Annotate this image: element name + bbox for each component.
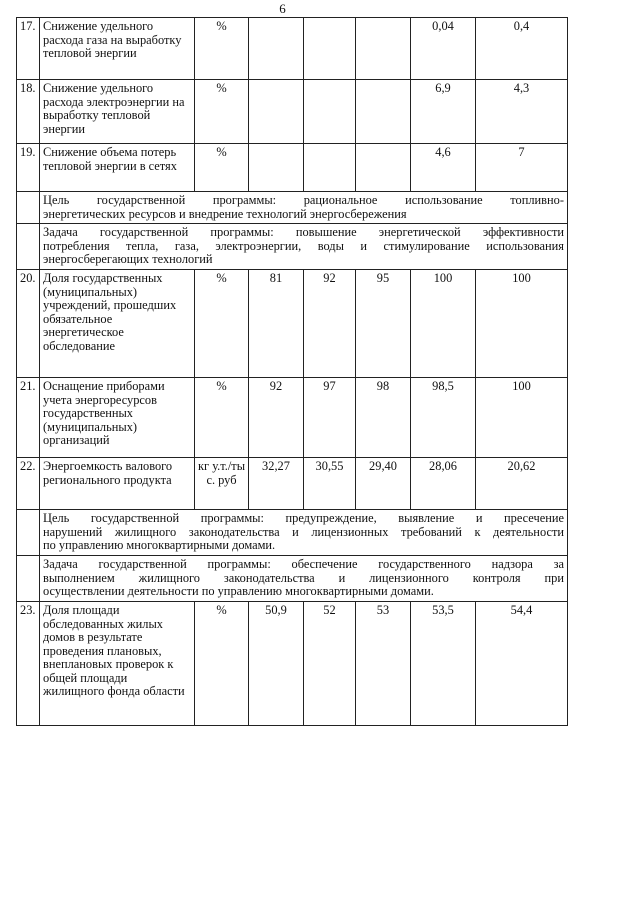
unit-cell: % — [195, 80, 249, 144]
empty-num-cell — [17, 556, 40, 602]
goal-text-line: выполнением жилищного законодательства и лицензионного контроля при — [43, 570, 564, 585]
value-cell: 92 — [249, 378, 304, 458]
row-number: 17. — [17, 18, 40, 80]
value-cell — [249, 144, 304, 192]
value-cell: 30,55 — [304, 458, 356, 510]
indicator-name: Снижение удельного расхода электроэнергии на выработку тепловой энергии — [40, 80, 195, 144]
value-cell: 54,4 — [476, 602, 568, 726]
goal-text-line: Цель государственной программы: предупреждение, выявление и пресечение — [43, 511, 564, 525]
table-row — [17, 602, 568, 726]
unit-cell: % — [195, 18, 249, 80]
goal-text-line: по управлению многоквартирными домами. — [43, 538, 276, 552]
row-number: 21. — [17, 378, 40, 458]
value-cell: 7 — [476, 144, 568, 192]
indicators-table — [16, 17, 568, 726]
goal-text-line: Задача государственной программы: повышение энергетической эффективности — [43, 225, 564, 239]
row-number: 22. — [17, 458, 40, 510]
value-cell: 53 — [356, 602, 411, 726]
table-row — [17, 18, 568, 80]
goal-row — [17, 192, 568, 224]
empty-num-cell — [17, 510, 40, 556]
page-number: 6 — [279, 1, 286, 16]
empty-num-cell — [17, 192, 40, 224]
goal-text-line: осуществлении деятельности по управлению многоквартирными домами. — [43, 584, 434, 598]
indicator-name: Доля государственных (муниципальных) учреждений, прошедших обязательное энергетическое обследование — [40, 270, 195, 378]
value-cell — [356, 80, 411, 144]
goal-text — [40, 192, 568, 224]
value-cell — [356, 144, 411, 192]
indicator-name: Оснащение приборами учета энергоресурсов государственных (муниципальных) организаций — [40, 378, 195, 458]
value-cell: 98 — [356, 378, 411, 458]
value-cell — [304, 80, 356, 144]
value-cell: 29,40 — [356, 458, 411, 510]
value-cell: 100 — [476, 378, 568, 458]
value-cell: 52 — [304, 602, 356, 726]
goal-text — [40, 556, 568, 602]
goal-text-line: энергосберегающих технологий — [43, 252, 213, 266]
value-cell: 4,3 — [476, 80, 568, 144]
value-cell: 6,9 — [411, 80, 476, 144]
value-cell: 95 — [356, 270, 411, 378]
unit-cell: кг у.т./ты с. руб — [195, 458, 249, 510]
value-cell: 98,5 — [411, 378, 476, 458]
unit-cell: % — [195, 602, 249, 726]
value-cell — [356, 18, 411, 80]
row-number: 19. — [17, 144, 40, 192]
value-cell — [249, 80, 304, 144]
value-cell — [249, 18, 304, 80]
table-row — [17, 458, 568, 510]
value-cell: 97 — [304, 378, 356, 458]
unit-cell: % — [195, 378, 249, 458]
goal-text-line: потребления тепла, газа, электроэнергии, воды и стимулирование использования — [43, 238, 564, 253]
value-cell: 28,06 — [411, 458, 476, 510]
table-row — [17, 378, 568, 458]
indicator-name: Доля площади обследованных жилых домов в результате проведения плановых, внеплановых проверок к общей площади жилищного фонда области — [40, 602, 195, 726]
value-cell: 0,04 — [411, 18, 476, 80]
unit-cell: % — [195, 270, 249, 378]
goal-row — [17, 224, 568, 270]
goal-text — [40, 510, 568, 556]
value-cell: 53,5 — [411, 602, 476, 726]
goal-text-line: Задача государственной программы: обеспечение государственного надзора за — [43, 557, 564, 571]
indicator-name: Снижение удельного расхода газа на выработку тепловой энергии — [40, 18, 195, 80]
goal-row — [17, 556, 568, 602]
table-row — [17, 80, 568, 144]
goal-text-line: энергетических ресурсов и внедрение технологий энергосбережения — [43, 206, 407, 221]
value-cell: 20,62 — [476, 458, 568, 510]
indicator-name: Снижение объема потерь тепловой энергии в сетях — [40, 144, 195, 192]
table-body — [17, 18, 568, 726]
goal-text — [40, 224, 568, 270]
value-cell: 100 — [476, 270, 568, 378]
indicator-name: Энергоемкость валового регионального продукта — [40, 458, 195, 510]
value-cell: 0,4 — [476, 18, 568, 80]
empty-num-cell — [17, 224, 40, 270]
value-cell: 92 — [304, 270, 356, 378]
value-cell: 32,27 — [249, 458, 304, 510]
value-cell: 81 — [249, 270, 304, 378]
table-row — [17, 144, 568, 192]
row-number: 23. — [17, 602, 40, 726]
value-cell — [304, 144, 356, 192]
value-cell: 50,9 — [249, 602, 304, 726]
unit-cell: % — [195, 144, 249, 192]
goal-text-line: нарушений жилищного законодательства и лицензионных требований к деятельности — [43, 524, 564, 539]
goal-row — [17, 510, 568, 556]
value-cell: 4,6 — [411, 144, 476, 192]
goal-text-line: Цель государственной программы: рациональное использование топливно- — [43, 193, 564, 207]
row-number: 20. — [17, 270, 40, 378]
row-number: 18. — [17, 80, 40, 144]
table-row — [17, 270, 568, 378]
value-cell — [304, 18, 356, 80]
value-cell: 100 — [411, 270, 476, 378]
